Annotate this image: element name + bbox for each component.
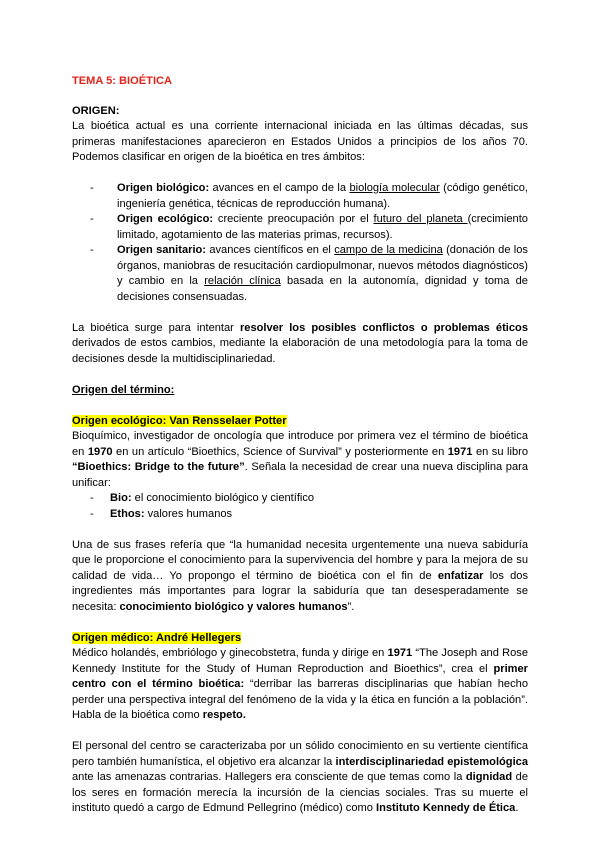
- potter-quote: Una de sus frases refería que “la humanidad necesita urgentemente una nueva sabiduría que le proporcione el conocimiento para la supervivencia del hombre y para la mejora de su calidad de vida… Yo propongo el término de bioética con el fin de enfatizar los dos ingredientes más importantes para lograr la sabiduría que tan desesperadamente se necesita: conocimiento biológico y valores humanos”.: [72, 538, 528, 613]
- section-heading-origen: ORIGEN:: [72, 104, 120, 117]
- hellegers-heading: Origen médico: André Hellegers: [72, 631, 242, 644]
- document-page: [72, 74, 528, 817]
- hellegers-paragraph: Médico holandés, embriólogo y ginecobstetra, funda y dirige en 1971 “The Joseph and Rose Kennedy Institute for the Study of Human Reproduction and Bioethics”, crea el primer centro con el término bioética: “derribar las barreras disciplinarias que habían hecho perder una perspectiva integral del fenómeno de la vida y la ética en función a la población”. Habla de la bioética como respeto.: [72, 647, 528, 721]
- list-item: - Ethos: valores humanos: [90, 507, 528, 523]
- document-title: TEMA 5: BIOÉTICA: [72, 75, 173, 87]
- list-item: - Origen ecológico: creciente preocupación por el futuro del planeta (crecimiento limitado, agotamiento de las materias primas, recursos).: [90, 212, 528, 243]
- list-item: - Origen biológico: avances en el campo de la biología molecular (código genético, ingeniería genética, técnicas de reproducción humana).: [90, 181, 528, 212]
- potter-list: [72, 491, 528, 522]
- list-item: - Bio: el conocimiento biológico y científico: [90, 491, 528, 507]
- section-heading-termino: Origen del término:: [72, 383, 175, 396]
- conflict-paragraph: La bioética surge para intentar resolver los posibles conflictos o problemas éticos derivados de estos cambios, mediante la elaboración de una metodología para la toma de decisiones desde la multidisciplinariedad.: [72, 321, 528, 365]
- potter-paragraph: Bioquímico, investigador de oncología que introduce por primera vez el término de bioética en 1970 en un artículo “Bioethics, Science of Survival” y posteriormente en 1971 en su libro “Bioethics: Bridge to the future”. Señala la necesidad de crear una nueva disciplina para unificar:: [72, 430, 528, 489]
- list-item: - Origen sanitario: avances científicos en el campo de la medicina (donación de los órganos, maniobras de resucitación cardiopulmonar, nuevos métodos diagnósticos) y cambio en la relación clínica basada en la autonomía, dignidad y toma de decisiones consensuadas.: [90, 243, 528, 305]
- hellegers-paragraph-2: El personal del centro se caracterizaba por un sólido conocimiento en su vertiente científica pero también humanística, el objetivo era alcanzar la interdisciplinariedad epistemológica ante las amenazas contrarias. Hallegers era consciente de que temas como la dignidad de los seres en formación merecía la incursión de la ciencias sociales. Tras su muerte el instituto quedó a cargo de Edmund Pellegrino (médico) como Instituto Kennedy de Ética.: [72, 740, 528, 814]
- origen-intro: La bioética actual es una corriente internacional iniciada en las últimas décadas, sus primeras manifestaciones aparecieron en Estados Unidos a principios de los años 70. Podemos clasificar en origen de la bioética en tres ámbitos:: [72, 120, 528, 163]
- potter-heading: Origen ecológico: Van Rensselaer Potter: [72, 414, 287, 427]
- origen-list: [72, 181, 528, 305]
